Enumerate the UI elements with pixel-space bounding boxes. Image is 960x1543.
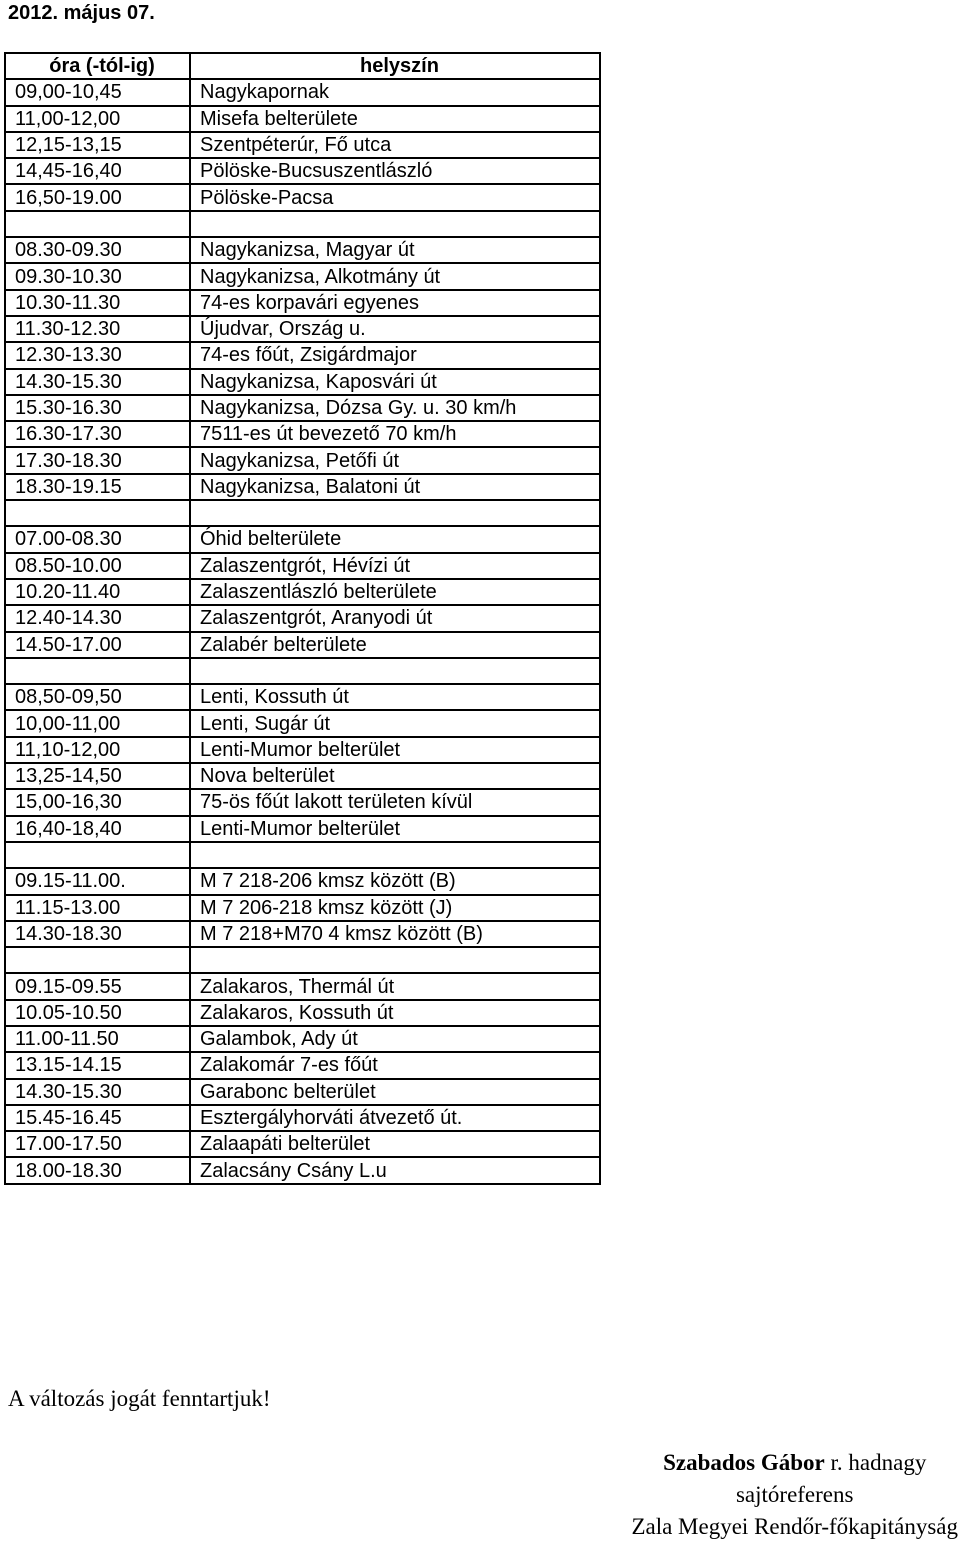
table-row: [5, 500, 600, 526]
table-row: [5, 184, 600, 210]
table-row: [5, 658, 600, 684]
table-row: [5, 1079, 600, 1105]
time-cell: 09.15-09.55: [5, 973, 190, 999]
table-row: [5, 237, 600, 263]
place-cell: Lenti-Mumor belterület: [190, 816, 600, 842]
place-cell: Zalaszentgrót, Aranyodi út: [190, 605, 600, 631]
place-cell: [190, 947, 600, 973]
place-cell: Lenti, Kossuth út: [190, 684, 600, 710]
time-cell: 08,50-09,50: [5, 684, 190, 710]
table-row: [5, 106, 600, 132]
time-cell: 10,00-11,00: [5, 710, 190, 736]
time-cell: [5, 842, 190, 868]
place-cell: [190, 658, 600, 684]
place-cell: Óhid belterülete: [190, 526, 600, 552]
time-cell: 12.40-14.30: [5, 605, 190, 631]
time-cell: 15.45-16.45: [5, 1105, 190, 1131]
time-cell: [5, 658, 190, 684]
place-cell: Esztergályhorváti átvezető út.: [190, 1105, 600, 1131]
time-cell: 07.00-08.30: [5, 526, 190, 552]
place-cell: 74-es korpavári egyenes: [190, 290, 600, 316]
disclaimer-note: A változás jogát fenntartjuk!: [8, 1386, 271, 1411]
time-cell: 12,15-13,15: [5, 132, 190, 158]
time-cell: 16,40-18,40: [5, 816, 190, 842]
time-cell: 08.30-09.30: [5, 237, 190, 263]
time-cell: [5, 947, 190, 973]
place-cell: Szentpéterúr, Fő utca: [190, 132, 600, 158]
table-row: [5, 342, 600, 368]
place-cell: Pölöske-Bucsuszentlászló: [190, 158, 600, 184]
table-row: [5, 132, 600, 158]
place-column-header: helyszín: [190, 53, 600, 79]
place-cell: Pölöske-Pacsa: [190, 184, 600, 210]
table-row: [5, 316, 600, 342]
table-row: [5, 263, 600, 289]
table-row: [5, 1131, 600, 1157]
time-cell: [5, 211, 190, 237]
place-cell: Zalacsány Csány L.u: [190, 1157, 600, 1183]
table-row: [5, 947, 600, 973]
table-row: [5, 421, 600, 447]
time-cell: 10.30-11.30: [5, 290, 190, 316]
place-cell: Zalabér belterülete: [190, 632, 600, 658]
table-row: [5, 895, 600, 921]
time-column-header: óra (-tól-ig): [5, 53, 190, 79]
table-row: [5, 973, 600, 999]
signature-block: [631, 1447, 958, 1543]
table-row: [5, 1157, 600, 1183]
place-cell: 74-es főút, Zsigárdmajor: [190, 342, 600, 368]
place-cell: M 7 206-218 kmsz között (J): [190, 895, 600, 921]
time-cell: 16.30-17.30: [5, 421, 190, 447]
table-row: [5, 579, 600, 605]
time-cell: 14.30-15.30: [5, 369, 190, 395]
table-row: [5, 1000, 600, 1026]
place-cell: Misefa belterülete: [190, 106, 600, 132]
place-cell: Lenti-Mumor belterület: [190, 737, 600, 763]
table-row: [5, 1052, 600, 1078]
time-cell: 14.30-15.30: [5, 1079, 190, 1105]
time-cell: 18.00-18.30: [5, 1157, 190, 1183]
time-cell: 11.30-12.30: [5, 316, 190, 342]
place-cell: Nagykanizsa, Balatoni út: [190, 474, 600, 500]
place-cell: Zalaapáti belterület: [190, 1131, 600, 1157]
document-date: 2012. május 07.: [8, 2, 155, 24]
place-cell: Zalaszentgrót, Hévízi út: [190, 553, 600, 579]
time-cell: 16,50-19.00: [5, 184, 190, 210]
place-cell: Zalakaros, Thermál út: [190, 973, 600, 999]
place-cell: Nagykanizsa, Kaposvári út: [190, 369, 600, 395]
table-row: [5, 763, 600, 789]
place-cell: M 7 218+M70 4 kmsz között (B): [190, 921, 600, 947]
time-cell: 13,25-14,50: [5, 763, 190, 789]
table-row: [5, 211, 600, 237]
table-row: [5, 474, 600, 500]
table-row: [5, 1105, 600, 1131]
place-cell: Nagykanizsa, Petőfi út: [190, 447, 600, 473]
time-cell: 11,00-12,00: [5, 106, 190, 132]
place-cell: [190, 211, 600, 237]
place-cell: Nagykanizsa, Magyar út: [190, 237, 600, 263]
table-row: [5, 789, 600, 815]
signer-organization: Zala Megyei Rendőr-főkapitányság: [631, 1514, 958, 1539]
time-cell: 11,10-12,00: [5, 737, 190, 763]
table-row: [5, 79, 600, 105]
table-row: [5, 684, 600, 710]
table-row: [5, 632, 600, 658]
table-row: [5, 553, 600, 579]
time-cell: 17.00-17.50: [5, 1131, 190, 1157]
place-cell: Nova belterület: [190, 763, 600, 789]
time-cell: 18.30-19.15: [5, 474, 190, 500]
place-cell: Lenti, Sugár út: [190, 710, 600, 736]
table-row: [5, 158, 600, 184]
signature-name-line: [631, 1447, 958, 1479]
place-cell: M 7 218-206 kmsz között (B): [190, 868, 600, 894]
table-row: [5, 868, 600, 894]
place-cell: Zalakaros, Kossuth út: [190, 1000, 600, 1026]
place-cell: Nagykanizsa, Alkotmány út: [190, 263, 600, 289]
table-row: [5, 842, 600, 868]
table-row: [5, 290, 600, 316]
time-cell: 14,45-16,40: [5, 158, 190, 184]
time-cell: 09,00-10,45: [5, 79, 190, 105]
place-cell: [190, 500, 600, 526]
signer-rank: r. hadnagy: [830, 1450, 927, 1475]
time-cell: [5, 500, 190, 526]
time-cell: 09.15-11.00.: [5, 868, 190, 894]
table-header-row: [5, 53, 600, 79]
place-cell: Nagykapornak: [190, 79, 600, 105]
signer-role: sajtóreferens: [735, 1482, 854, 1507]
schedule-rows: [5, 79, 600, 1183]
table-row: [5, 737, 600, 763]
time-cell: 10.20-11.40: [5, 579, 190, 605]
table-row: [5, 921, 600, 947]
table-row: [5, 526, 600, 552]
place-cell: 75-ös főút lakott területen kívül: [190, 789, 600, 815]
table-row: [5, 816, 600, 842]
time-cell: 12.30-13.30: [5, 342, 190, 368]
place-cell: Újudvar, Ország u.: [190, 316, 600, 342]
time-cell: 17.30-18.30: [5, 447, 190, 473]
time-cell: 11.00-11.50: [5, 1026, 190, 1052]
time-cell: 08.50-10.00: [5, 553, 190, 579]
place-cell: Garabonc belterület: [190, 1079, 600, 1105]
time-cell: 09.30-10.30: [5, 263, 190, 289]
place-cell: Zalakomár 7-es főút: [190, 1052, 600, 1078]
time-cell: 14.30-18.30: [5, 921, 190, 947]
time-cell: 15,00-16,30: [5, 789, 190, 815]
table-row: [5, 447, 600, 473]
place-cell: Nagykanizsa, Dózsa Gy. u. 30 km/h: [190, 395, 600, 421]
table-row: [5, 710, 600, 736]
table-row: [5, 369, 600, 395]
place-cell: 7511-es út bevezető 70 km/h: [190, 421, 600, 447]
time-cell: 14.50-17.00: [5, 632, 190, 658]
table-row: [5, 395, 600, 421]
time-cell: 13.15-14.15: [5, 1052, 190, 1078]
time-cell: 11.15-13.00: [5, 895, 190, 921]
table-row: [5, 1026, 600, 1052]
place-cell: [190, 842, 600, 868]
time-cell: 10.05-10.50: [5, 1000, 190, 1026]
place-cell: Zalaszentlászló belterülete: [190, 579, 600, 605]
schedule-table: [4, 52, 601, 1185]
table-row: [5, 605, 600, 631]
signer-name: Szabados Gábor: [663, 1450, 825, 1475]
time-cell: 15.30-16.30: [5, 395, 190, 421]
place-cell: Galambok, Ady út: [190, 1026, 600, 1052]
